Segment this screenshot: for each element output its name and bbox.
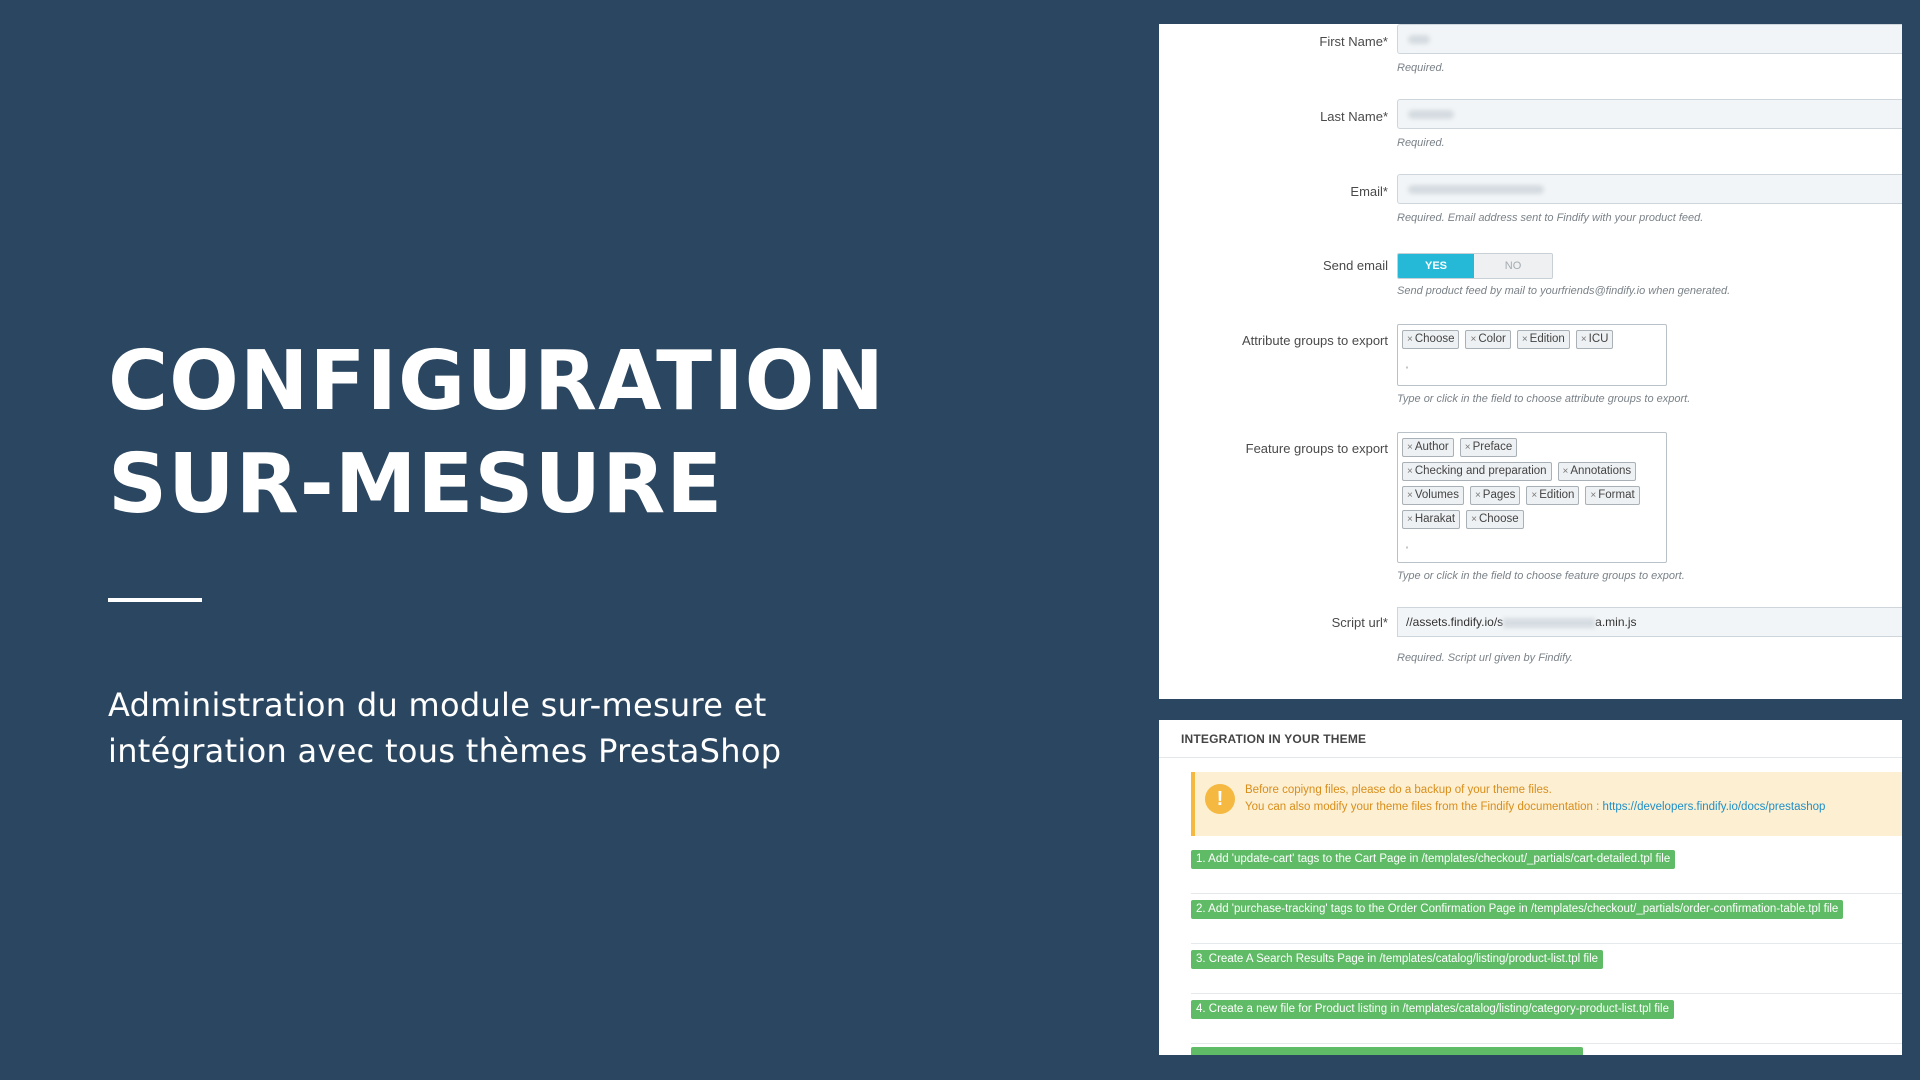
step-row [1191,994,1902,1044]
send-email-yes-option[interactable]: YES [1398,254,1474,278]
feature-groups-help: Type or click in the field to choose feature groups to export. [1397,570,1685,582]
attribute-tag[interactable]: × Edition [1517,330,1570,349]
remove-tag-icon[interactable]: × [1521,334,1528,345]
remove-tag-icon[interactable]: × [1407,466,1413,477]
script-url-field[interactable] [1397,607,1902,637]
attribute-tag[interactable]: × ICU [1576,330,1614,349]
script-url-help: Required. Script url given by Findify. [1397,652,1573,664]
last-name-field[interactable] [1397,99,1902,129]
theme-integration-panel [1159,720,1902,1055]
script-url-value-start: //assets.findify.io/s [1406,615,1504,629]
step-3-badge[interactable]: 3. Create A Search Results Page in /templates/catalog/listing/product-list.tpl file [1191,950,1603,969]
first-name-label: First Name* [1319,34,1388,49]
feature-tag[interactable]: × Checking and preparation [1402,462,1552,481]
feature-tag[interactable]: × Format [1585,486,1639,505]
panel-heading: INTEGRATION IN YOUR THEME [1159,720,1902,758]
send-email-toggle[interactable] [1397,253,1553,279]
feature-tag[interactable]: × Pages [1470,486,1520,505]
attribute-groups-label: Attribute groups to export [1242,333,1388,348]
remove-tag-icon[interactable]: × [1407,442,1413,453]
warning-line-2: You can also modify your theme files from the Findify documentation : [1245,801,1603,813]
remove-tag-icon[interactable]: × [1407,514,1413,525]
slide-title-line-1: CONFIGURATION [108,334,885,429]
warning-text [1245,782,1825,816]
first-name-help: Required. [1397,62,1445,74]
text-cursor-icon: ˌ [1405,355,1409,369]
email-label: Email* [1350,184,1388,199]
send-email-no-option[interactable]: NO [1474,254,1552,278]
first-name-field[interactable] [1397,24,1902,54]
blurred-value [1503,618,1595,628]
feature-tag[interactable]: × Edition [1526,486,1579,505]
step-2-badge[interactable]: 2. Add 'purchase-tracking' tags to the Order Confirmation Page in /templates/checkout/_partials/order-confirmation-table.tpl file [1191,900,1843,919]
feature-tag[interactable]: × Preface [1460,438,1517,457]
feature-tag[interactable]: × Volumes [1402,486,1464,505]
attribute-groups-input[interactable] [1397,324,1667,386]
script-url-label: Script url* [1331,615,1388,630]
slide-title-line-2: SUR-MESURE [108,437,724,532]
remove-tag-icon[interactable]: × [1474,490,1481,501]
last-name-label: Last Name* [1320,109,1388,124]
feature-tag[interactable]: × Author [1402,438,1454,457]
warning-line-1: Before copiyng files, please do a backup of your theme files. [1245,784,1552,796]
step-row [1191,894,1902,944]
remove-tag-icon[interactable]: × [1470,334,1477,345]
remove-tag-icon[interactable]: × [1562,466,1569,477]
attribute-tag[interactable]: × Choose [1402,330,1459,349]
text-cursor-icon: ˌ [1405,535,1409,549]
module-settings-form [1159,24,1902,699]
remove-tag-icon[interactable]: × [1464,442,1471,453]
feature-groups-input[interactable] [1397,432,1667,563]
email-help: Required. Email address sent to Findify with your product feed. [1397,212,1704,224]
remove-tag-icon[interactable]: × [1580,334,1587,345]
feature-tag[interactable]: × Harakat [1402,510,1460,529]
feature-tag[interactable]: × Annotations [1558,462,1637,481]
slide-subtitle-line-2: intégration avec tous thèmes PrestaShop [108,732,782,770]
documentation-link[interactable]: https://developers.findify.io/docs/prestashop [1602,801,1826,813]
remove-tag-icon[interactable]: × [1407,490,1413,501]
email-field[interactable] [1397,174,1902,204]
remove-tag-icon[interactable]: × [1407,334,1413,345]
step-4-badge[interactable]: 4. Create a new file for Product listing in /templates/catalog/listing/category-product-list.tpl file [1191,1000,1674,1019]
script-url-value-end: a.min.js [1595,615,1637,629]
step-row [1191,844,1902,894]
step-row [1191,944,1902,994]
exclamation-icon: ! [1205,784,1235,814]
last-name-help: Required. [1397,137,1445,149]
send-email-help: Send product feed by mail to yourfriends@findify.io when generated. [1397,285,1731,297]
slide-subtitle [108,682,868,774]
title-divider [108,598,202,602]
backup-warning [1191,772,1902,836]
feature-groups-label: Feature groups to export [1245,441,1388,456]
remove-tag-icon[interactable]: × [1531,490,1538,501]
attribute-tag[interactable]: × Color [1465,330,1510,349]
remove-tag-icon[interactable]: × [1471,514,1477,525]
step-5-badge-cropped [1191,1047,1583,1055]
slide-subtitle-line-1: Administration du module sur-mesure et [108,686,767,724]
attribute-groups-help: Type or click in the field to choose attribute groups to export. [1397,393,1691,405]
feature-tag[interactable]: × Choose [1466,510,1523,529]
step-1-badge[interactable]: 1. Add 'update-cart' tags to the Cart Page in /templates/checkout/_partials/cart-detailed.tpl file [1191,850,1675,869]
send-email-label: Send email [1322,258,1388,273]
slide-title [108,330,885,536]
remove-tag-icon[interactable]: × [1590,490,1597,501]
